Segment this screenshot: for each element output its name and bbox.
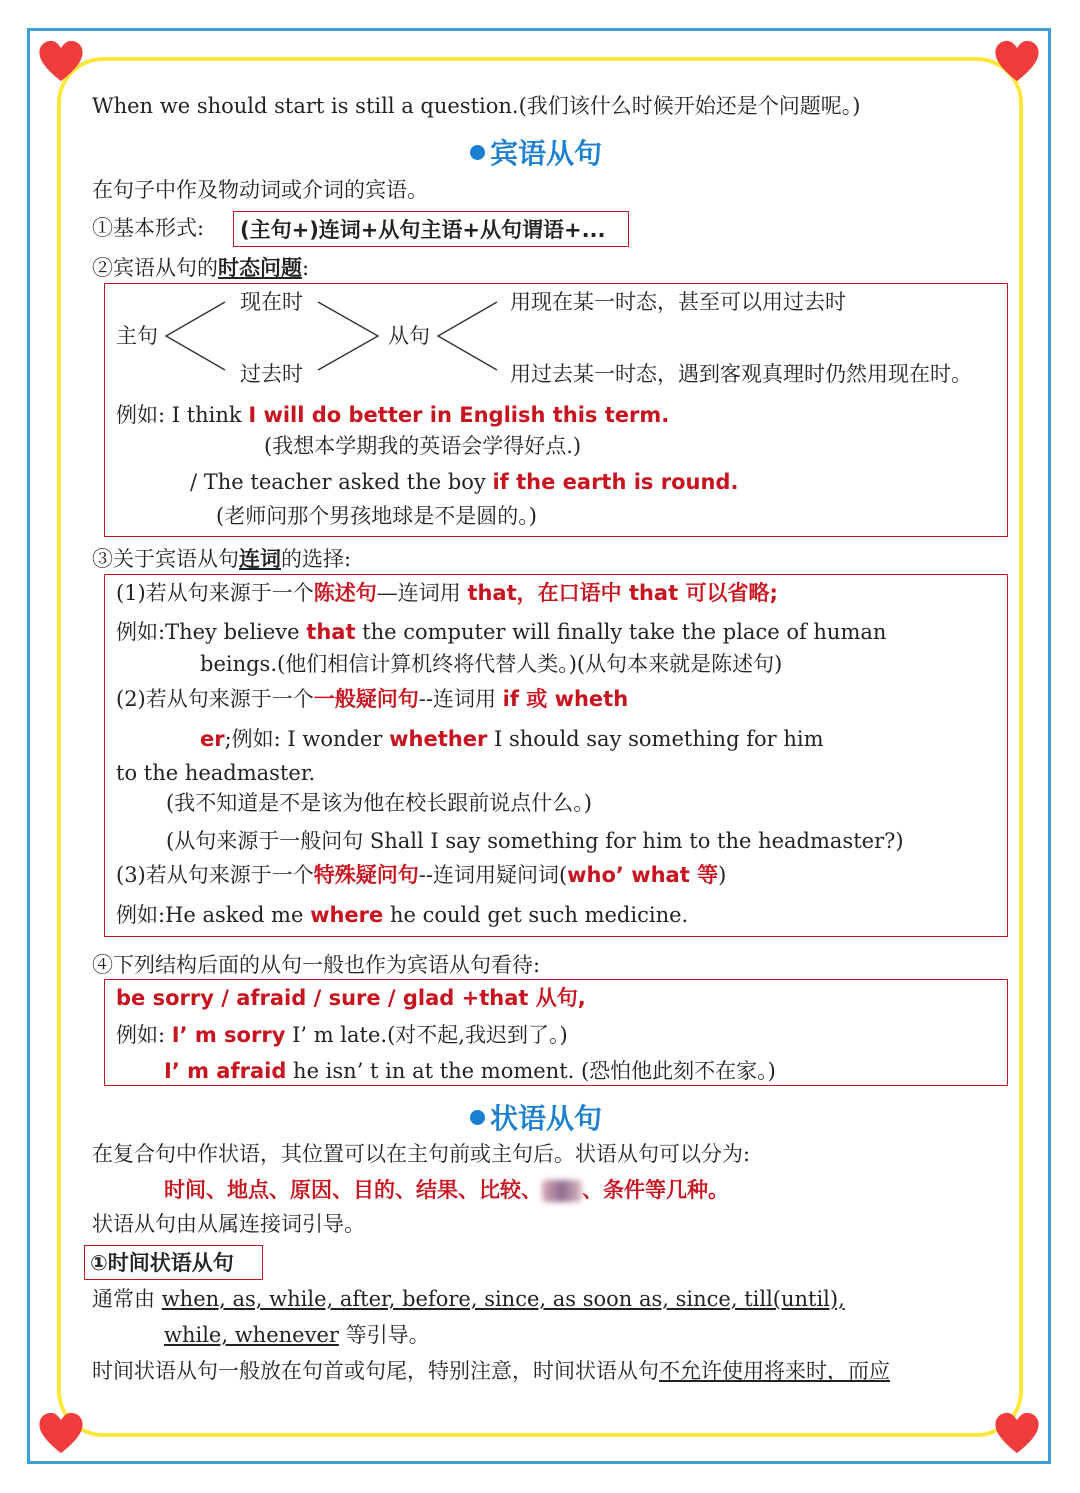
rule-2-example-red: er <box>200 727 225 751</box>
rule-3-mid: --连词用疑问词( <box>418 863 568 887</box>
heart-icon <box>38 1410 84 1456</box>
time-conjunctions-words: when, as, while, after, before, since, as soon as, since, till(until), <box>161 1287 845 1311</box>
rule-3-pre: (3)若从句来源于一个 <box>116 863 314 887</box>
time-conjunctions-words-2: while, whenever <box>164 1323 339 1347</box>
rule-1-pre: (1)若从句来源于一个 <box>116 581 314 605</box>
conjunction-heading <box>92 545 351 573</box>
rule-1-mid: —连词用 <box>376 581 468 605</box>
rule-1-example-pre: 例如:They believe <box>116 620 307 644</box>
structure-example-1-post: I’ m late.(对不起,我迟到了。) <box>285 1023 568 1047</box>
rule-3-example-post: he could get such medicine. <box>383 903 689 927</box>
time-clause-note-pre: 时间状语从句一般放在句首或句尾，特别注意，时间状语从句 <box>92 1359 659 1383</box>
rule-2 <box>116 685 628 713</box>
rule-3-example-red: where <box>310 903 384 927</box>
time-clause-note-underlined: 不允许使用将来时，而应 <box>659 1359 890 1383</box>
conjunction-heading-pre: ③关于宾语从句 <box>92 547 239 571</box>
rule-2-mid: --连词用 <box>418 687 503 711</box>
tense-heading-post: : <box>302 256 310 280</box>
rule-3-example-pre: 例如:He asked me <box>116 903 311 927</box>
structure-example-1-red: I’ m sorry <box>171 1023 286 1047</box>
structure-example-1-pre: 例如: <box>116 1023 172 1047</box>
adverbial-guide: 状语从句由从属连接词引导。 <box>92 1212 365 1236</box>
structure-pattern: be sorry / afraid / sure / glad +that 从句, <box>116 986 586 1010</box>
rule-2-pre: (2)若从句来源于一个 <box>116 687 314 711</box>
structure-example-1 <box>116 1021 568 1049</box>
intro-sentence: When we should start is still a question.(我们该什么时候开始还是个问题呢。) <box>92 94 861 118</box>
example-2 <box>190 468 738 496</box>
example-2-red: if the earth is round. <box>492 470 739 494</box>
diagram-rule-past: 用过去某一时态，遇到客观真理时仍然用现在时。 <box>510 362 972 386</box>
rule-2-example-red2: whether <box>389 727 488 751</box>
conjunction-heading-post: 的选择: <box>281 547 352 571</box>
adverbial-types-b: 、条件等几种。 <box>582 1178 729 1202</box>
example-1-red: I will do better in English this term. <box>248 403 670 427</box>
time-conjunctions-pre: 通常由 <box>92 1287 162 1311</box>
section-heading-adverbial-clause <box>470 1101 602 1137</box>
conjunction-heading-bold: 连词 <box>239 547 281 571</box>
rule-1 <box>116 579 778 607</box>
rule-2-example-post: I should say something for him <box>487 727 824 751</box>
rule-2-line-4: (我不知道是不是该为他在校长跟前说点什么。) <box>166 791 592 815</box>
adverbial-types-a: 时间、地点、原因、目的、结果、比较、 <box>164 1178 542 1202</box>
time-clause-note <box>92 1357 890 1385</box>
time-conjunctions-cont <box>164 1321 430 1349</box>
rule-1-example-cont: beings.(他们相信计算机终将代替人类。)(从句本来就是陈述句) <box>200 652 783 676</box>
example-2-pre: / The teacher asked the boy <box>190 470 493 494</box>
blurred-region <box>542 1180 582 1202</box>
example-1 <box>116 401 669 429</box>
rule-1-red2: that，在口语中 that 可以省略; <box>467 581 778 605</box>
heading-text: 宾语从句 <box>490 137 603 170</box>
heart-icon <box>994 1410 1040 1456</box>
rule-3-post: ) <box>718 863 727 887</box>
basic-form-label: ①基本形式: <box>92 216 205 240</box>
rule-1-example-post: the computer will finally take the place of human <box>355 620 887 644</box>
rule-2-red2: if 或 wheth <box>502 687 629 711</box>
time-conjunctions <box>92 1285 845 1313</box>
rule-1-example <box>116 618 886 646</box>
structure-heading: ④下列结构后面的从句一般也作为宾语从句看待: <box>92 953 541 977</box>
rule-3 <box>116 861 726 889</box>
time-clause-label: ①时间状语从句 <box>90 1251 234 1275</box>
object-clause-definition: 在句子中作及物动词或介词的宾语。 <box>92 178 428 202</box>
diagram-rule-present: 用现在某一时态，甚至可以用过去时 <box>510 290 846 314</box>
rule-3-example <box>116 901 688 929</box>
example-2-translation: (老师问那个男孩地球是不是圆的。) <box>216 504 537 528</box>
time-conjunctions-post: 等引导。 <box>338 1323 430 1347</box>
rule-1-red1: 陈述句 <box>313 581 377 605</box>
adverbial-types <box>164 1176 729 1204</box>
basic-form-formula: (主句+)连词+从句主语+从句谓语+... <box>240 218 606 242</box>
diagram-main-clause: 主句 <box>116 324 158 348</box>
rule-2-red1: 一般疑问句 <box>313 687 419 711</box>
rule-2-line-3: to the headmaster. <box>116 761 316 785</box>
rule-1-example-red: that <box>306 620 356 644</box>
tense-heading-bold: 时态问题 <box>218 256 302 280</box>
rule-2-line-5: (从句来源于一般问句 Shall I say something for him to the headmaster?) <box>166 829 904 853</box>
bullet-dot-icon <box>470 1110 485 1125</box>
structure-example-2-red: I’ m afraid <box>164 1059 287 1083</box>
diagram-present: 现在时 <box>240 290 303 314</box>
structure-example-2 <box>164 1057 776 1085</box>
diagram-sub-clause: 从句 <box>388 324 430 348</box>
adverbial-definition: 在复合句中作状语，其位置可以在主句前或主句后。状语从句可以分为: <box>92 1142 751 1166</box>
rule-3-red2: who’ what 等 <box>567 863 719 887</box>
rule-2-example <box>200 725 823 753</box>
diagram-past: 过去时 <box>240 362 303 386</box>
heading-text: 状语从句 <box>490 1102 603 1135</box>
rule-3-red1: 特殊疑问句 <box>313 863 419 887</box>
example-1-pre: 例如: I think <box>116 403 249 427</box>
tense-heading-pre: ②宾语从句的 <box>92 256 218 280</box>
example-1-translation: (我想本学期我的英语会学得好点.) <box>264 434 582 458</box>
structure-example-2-post: he isn’ t in at the moment. (恐怕他此刻不在家。) <box>286 1059 776 1083</box>
rule-2-example-mid: ;例如: I wonder <box>224 727 390 751</box>
